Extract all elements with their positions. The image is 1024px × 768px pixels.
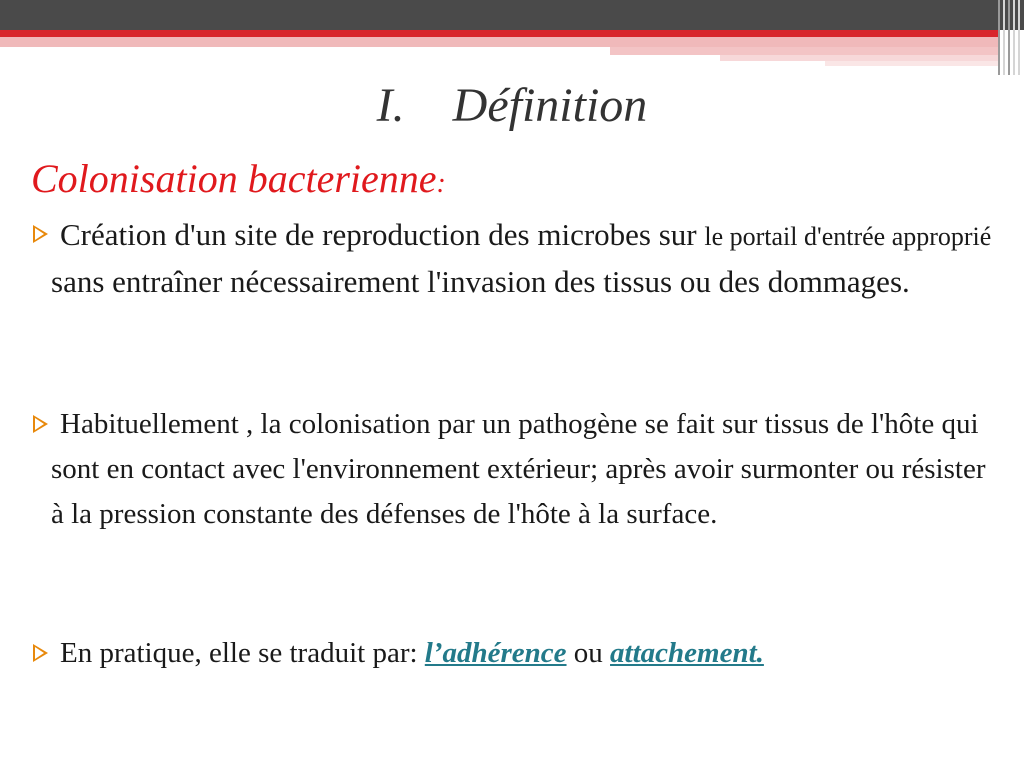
bullet-text-part: le portail d'entrée approprié xyxy=(704,222,992,251)
adherence-link[interactable]: l’adhérence xyxy=(424,637,567,669)
title-number: I. xyxy=(376,79,405,132)
bullet-item xyxy=(33,402,993,537)
bullet-text xyxy=(33,631,993,675)
bullet-item xyxy=(33,631,993,675)
top-dark-bar xyxy=(0,0,1024,30)
bullet-arrow-icon xyxy=(33,644,48,662)
bullet-text-part: ou xyxy=(566,637,611,669)
slide-subtitle xyxy=(31,155,446,202)
top-accent-bar xyxy=(610,47,1000,55)
bullet-item xyxy=(33,212,993,304)
attachement-link[interactable]: attachement. xyxy=(610,637,764,669)
slide-title xyxy=(0,78,1024,133)
bullet-arrow-icon xyxy=(33,415,48,433)
bullet-text: Habituellement , la colonisation par un pathogène se fait sur tissus de l'hôte qui sont en contact avec l'environnement extérieur; après avoir surmonter ou résister à la pression constante des défenses de l'hôte à la surface. xyxy=(51,408,986,530)
top-red-bar xyxy=(0,30,1000,37)
top-accent-bar xyxy=(825,61,1000,66)
bullet-text-part: En pratique, elle se traduit par: xyxy=(60,637,425,669)
subtitle-text: Colonisation bacterienne xyxy=(31,156,437,201)
bullet-arrow-icon xyxy=(33,225,48,243)
title-text: Définition xyxy=(452,79,648,132)
bullet-text-part: Création d'un site de reproduction des microbes sur xyxy=(60,217,705,252)
top-light-red-bar xyxy=(0,37,1000,47)
subtitle-colon: : xyxy=(436,168,446,199)
decorative-stripes xyxy=(995,0,1024,75)
bullet-text-part: sans entraîner nécessairement l'invasion des tissus ou des dommages. xyxy=(51,264,910,299)
bullet-text xyxy=(33,212,993,304)
